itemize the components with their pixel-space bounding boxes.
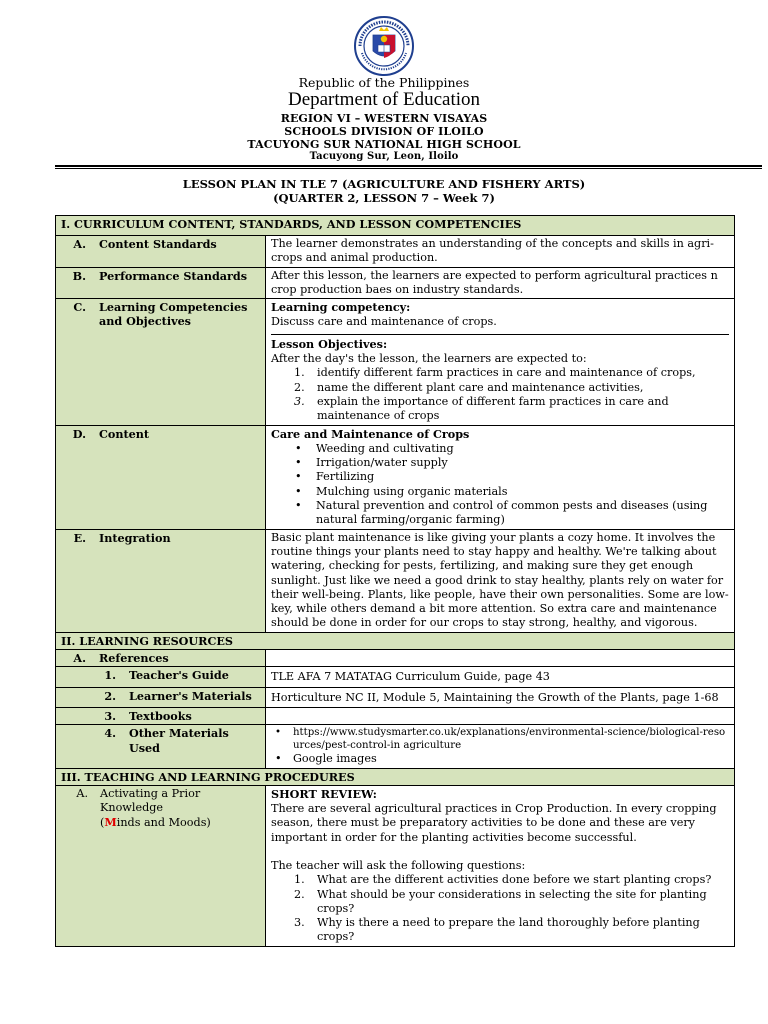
republic-line: Republic of the Philippines — [298, 75, 470, 90]
row-label — [56, 667, 266, 687]
bullet-icon: • — [295, 470, 302, 484]
row-value: After this lesson, the learners are expected to perform agricultural practices n crop production baes on industry standards. — [266, 267, 735, 299]
objectives-list — [271, 366, 729, 423]
section-title: I. CURRICULUM CONTENT, STANDARDS, AND LESSON COMPETENCIES — [56, 216, 735, 236]
row-number: A. — [73, 651, 86, 666]
row-value — [266, 707, 735, 724]
row-label — [56, 299, 266, 425]
table-row-content-standards — [56, 236, 735, 268]
list-item — [291, 499, 729, 528]
header-divider — [55, 165, 762, 167]
deped-seal-icon — [349, 15, 419, 77]
competency-heading: Learning competency: — [271, 300, 411, 315]
section-header-curriculum — [56, 216, 735, 236]
row-label-text: Learner's Materials — [129, 688, 252, 703]
list-item — [288, 366, 729, 380]
table-row-learners-materials — [56, 687, 735, 707]
list-item — [291, 470, 729, 484]
lesson-plan-subtitle: (QUARTER 2, LESSON 7 – Week 7) — [273, 191, 495, 205]
bullet-icon: • — [275, 727, 282, 739]
list-item-text: What are the different activities done before we start planting crops? — [317, 873, 712, 887]
label-paren-rest: inds and Moods) — [116, 816, 211, 830]
table-row-integration — [56, 529, 735, 632]
row-label — [56, 236, 266, 268]
list-item-text: Why is there a need to prepare the land thoroughly before planting crops? — [317, 916, 700, 944]
highlight-letter: M — [104, 815, 117, 830]
row-value — [266, 425, 735, 529]
row-number: D. — [72, 426, 86, 441]
row-label-text: Textbooks — [129, 708, 192, 723]
content-list — [271, 442, 729, 528]
list-item-text: Google images — [293, 752, 377, 766]
list-item-text: What should be your considerations in selecting the site for planting crops? — [317, 887, 707, 915]
list-number: 1. — [294, 873, 305, 887]
content-heading: Care and Maintenance of Crops — [271, 426, 470, 441]
section-title: II. LEARNING RESOURCES — [56, 632, 735, 649]
section-header-procedures — [56, 768, 735, 785]
region-line: REGION VI – WESTERN VISAYAS — [280, 112, 488, 125]
lesson-plan-title: LESSON PLAN IN TLE 7 (AGRICULTURE AND FISHERY ARTS) — [182, 177, 586, 191]
list-item — [288, 873, 729, 887]
row-label-text: Content Standards — [99, 237, 217, 251]
questions-intro: The teacher will ask the following questions: — [271, 858, 526, 872]
table-row-performance-standards — [56, 267, 735, 299]
row-label-text: Content — [99, 426, 150, 441]
bullet-icon: • — [295, 499, 302, 513]
label-paren: ( — [100, 816, 105, 830]
section-title: III. TEACHING AND LEARNING PROCEDURES — [56, 768, 735, 785]
list-item — [291, 485, 729, 499]
questions-list — [271, 873, 729, 944]
row-number: 1. — [104, 668, 116, 683]
competency-text: Discuss care and maintenance of crops. — [271, 315, 497, 329]
row-label — [56, 785, 266, 946]
row-label-text: References — [99, 651, 169, 666]
row-number: E. — [73, 530, 86, 545]
school-address: Tacuyong Sur, Leon, Iloilo — [309, 151, 459, 162]
division-line: SCHOOLS DIVISION OF ILOILO — [284, 125, 484, 138]
list-item — [271, 752, 729, 766]
list-number: 2. — [294, 380, 305, 394]
row-label-text: Learning Competencies and Objectives — [99, 300, 248, 329]
row-value — [266, 725, 735, 768]
row-value: TLE AFA 7 MATATAG Curriculum Guide, page 43 — [266, 667, 735, 687]
list-item-text: explain the importance of different farm practices in care and maintenance of crops — [317, 394, 669, 423]
list-item-text: Weeding and cultivating — [316, 441, 454, 455]
table-row-competencies — [56, 299, 735, 425]
table-row-content — [56, 425, 735, 529]
row-value: Basic plant maintenance is like giving your plants a cozy home. It involves the routine things your plants need to stay happy and healthy. We're talking about watering, checking for pests, fertilizing, and making sure they get enough sunlight. Just like we need a good drink to stay healthy, plants rely on water for their well-being. Plants, like people, have their own personalities. Some are low-key, while others demand a bit more attention. So extra care and maintenance should be done in order for our crops to stay strong, healthy, and vigorous. — [266, 529, 735, 632]
table-row-teachers-guide — [56, 667, 735, 687]
list-item-text: Natural prevention and control of common pests and diseases (using natural farming/organic farming) — [316, 499, 708, 527]
list-item-text: Irrigation/water supply — [316, 456, 448, 470]
row-value: The learner demonstrates an understanding of the concepts and skills in agri-crops and animal production. — [266, 236, 735, 268]
list-item — [288, 888, 729, 917]
list-item — [291, 442, 729, 456]
list-item-text: Mulching using organic materials — [316, 484, 508, 498]
bullet-icon: • — [295, 456, 302, 470]
list-item-text: name the different plant care and maintenance activities, — [317, 380, 644, 394]
row-number: 4. — [104, 726, 116, 741]
row-value — [266, 299, 735, 425]
list-number: 1. — [294, 366, 305, 380]
row-number: A. — [73, 237, 86, 251]
objectives-heading: Lesson Objectives: — [271, 336, 388, 351]
objectives-intro: After the day's the lesson, the learners are expected to: — [271, 352, 587, 366]
review-heading: SHORT REVIEW: — [271, 786, 377, 801]
list-number: 2. — [294, 887, 305, 901]
row-value: Horticulture NC II, Module 5, Maintaining the Growth of the Plants, page 1-68 — [266, 687, 735, 707]
review-intro: There are several agricultural practices in Crop Production. In every cropping season, there must be preparatory activities to be done and these are very important in order for the planting activities become successful. — [271, 802, 717, 844]
table-row-activating-prior-knowledge — [56, 785, 735, 946]
list-item — [288, 916, 729, 945]
table-row-textbooks — [56, 707, 735, 724]
list-item — [291, 456, 729, 470]
row-label — [56, 650, 266, 667]
row-number: C. — [73, 300, 86, 315]
materials-list — [271, 726, 729, 766]
bullet-icon: • — [295, 441, 302, 455]
row-label — [56, 425, 266, 529]
divider — [271, 334, 729, 335]
table-row-other-materials — [56, 725, 735, 768]
row-label — [56, 687, 266, 707]
row-number: B. — [72, 268, 86, 283]
row-label-text: Other Materials Used — [129, 726, 229, 755]
row-label — [56, 267, 266, 299]
row-label-text: Teacher's Guide — [129, 668, 229, 683]
list-item-text: identify different farm practices in care and maintenance of crops, — [317, 366, 696, 380]
bullet-icon: • — [295, 484, 302, 498]
bullet-icon: • — [275, 752, 282, 766]
link-url[interactable]: https://www.studysmarter.co.uk/explanations/environmental-science/biological-resources/pest-control-in agriculture — [293, 727, 726, 752]
row-label-text: Activating a Prior Knowledge — [100, 786, 201, 815]
row-number: 2. — [104, 688, 116, 703]
list-item — [288, 381, 729, 395]
row-label — [56, 529, 266, 632]
row-number: 3. — [104, 708, 116, 723]
row-value — [266, 785, 735, 946]
school-name: TACUYONG SUR NATIONAL HIGH SCHOOL — [247, 138, 521, 151]
list-item-text: Fertilizing — [316, 470, 375, 484]
row-label-text: Performance Standards — [99, 268, 248, 283]
list-number: 3. — [294, 916, 305, 930]
row-label — [56, 707, 266, 724]
department-name: Department of Education — [287, 89, 481, 110]
row-label-text: Integration — [99, 530, 171, 545]
row-value — [266, 650, 735, 667]
row-label — [56, 725, 266, 768]
row-number: A. — [76, 786, 88, 800]
header-divider-thin — [55, 168, 762, 169]
table-row-references — [56, 650, 735, 667]
list-number: 3. — [294, 394, 305, 408]
list-item[interactable] — [271, 726, 729, 752]
section-header-resources — [56, 632, 735, 649]
lesson-plan-table — [55, 215, 735, 947]
list-item — [288, 395, 729, 424]
